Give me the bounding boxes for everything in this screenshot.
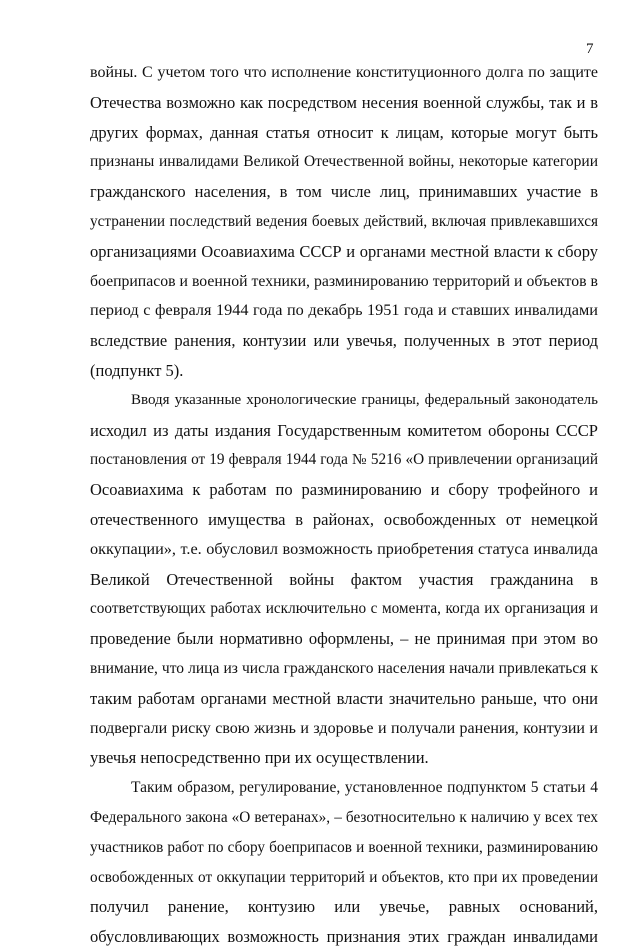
text-line: Осоавиахима к работам по разминированию и сбору трофейного и <box>90 480 598 500</box>
document-body <box>90 58 598 952</box>
text-line: оккупации», т.е. обусловил возможность приобретения статуса инвалида <box>90 539 598 558</box>
text-line: гражданского населения, в том числе лиц, принимавших участие в <box>90 182 598 202</box>
text-line: других формах, данная статья относит к лицам, которые могут быть <box>90 122 598 142</box>
text-line: Великой Отечественной войны фактом участия гражданина в <box>90 569 598 589</box>
text-line: участников работ по сбору боеприпасов и военной техники, разминированию <box>90 838 598 856</box>
text-line: отечественного имущества в районах, освобожденных от немецкой <box>90 509 598 529</box>
text-line: получил ранение, контузию или увечье, равных оснований, <box>90 897 598 917</box>
text-line: организациями Осоавиахима СССР и органами местной власти к сбору <box>90 241 598 261</box>
text-line: устранении последствий ведения боевых действий, включая привлекавшихся <box>90 212 598 230</box>
text-line: соответствующих работах исключительно с момента, когда их организация и <box>90 600 598 618</box>
text-line: признаны инвалидами Великой Отечественной войны, некоторые категории <box>90 153 598 171</box>
text-line: внимание, что лица из числа гражданского населения начали привлекаться к <box>90 659 598 677</box>
text-line: подвергали риску свою жизнь и здоровье и получали ранения, контузии и <box>90 719 598 737</box>
text-line: (подпункт 5). <box>90 360 184 380</box>
text-line: Вводя указанные хронологические границы, федеральный законодатель <box>131 391 598 408</box>
page-number: 7 <box>586 41 594 57</box>
text-line: увечья непосредственно при их осуществлении. <box>90 748 429 768</box>
text-line: освобожденных от оккупации территорий и объектов, кто при их проведении <box>90 868 598 886</box>
text-line: таким работам органами местной власти значительно раньше, что они <box>90 688 598 708</box>
text-line: вследствие ранения, контузии или увечья, полученных в этот период <box>90 331 598 351</box>
text-line: боеприпасов и военной техники, разминированию территорий и объектов в <box>90 272 598 290</box>
text-line: Таким образом, регулирование, установленное подпунктом 5 статьи 4 <box>131 779 598 797</box>
text-line: проведение были нормативно оформлены, – не принимая при этом во <box>90 629 598 649</box>
text-line: обусловливающих возможность признания этих граждан инвалидами <box>90 927 598 947</box>
text-line: войны. С учетом того что исполнение конституционного долга по защите <box>90 64 598 81</box>
text-line: постановления от 19 февраля 1944 года № 5216 «О привлечении организаций <box>90 451 598 469</box>
text-line: Отечества возможно как посредством несения военной службы, так и в <box>90 92 598 112</box>
text-line: период с февраля 1944 года по декабрь 1951 года и ставших инвалидами <box>90 301 598 320</box>
text-line: исходил из даты издания Государственным комитетом обороны СССР <box>90 420 598 440</box>
text-line: Федерального закона «О ветеранах», – безотносительно к наличию у всех тех <box>90 808 598 826</box>
